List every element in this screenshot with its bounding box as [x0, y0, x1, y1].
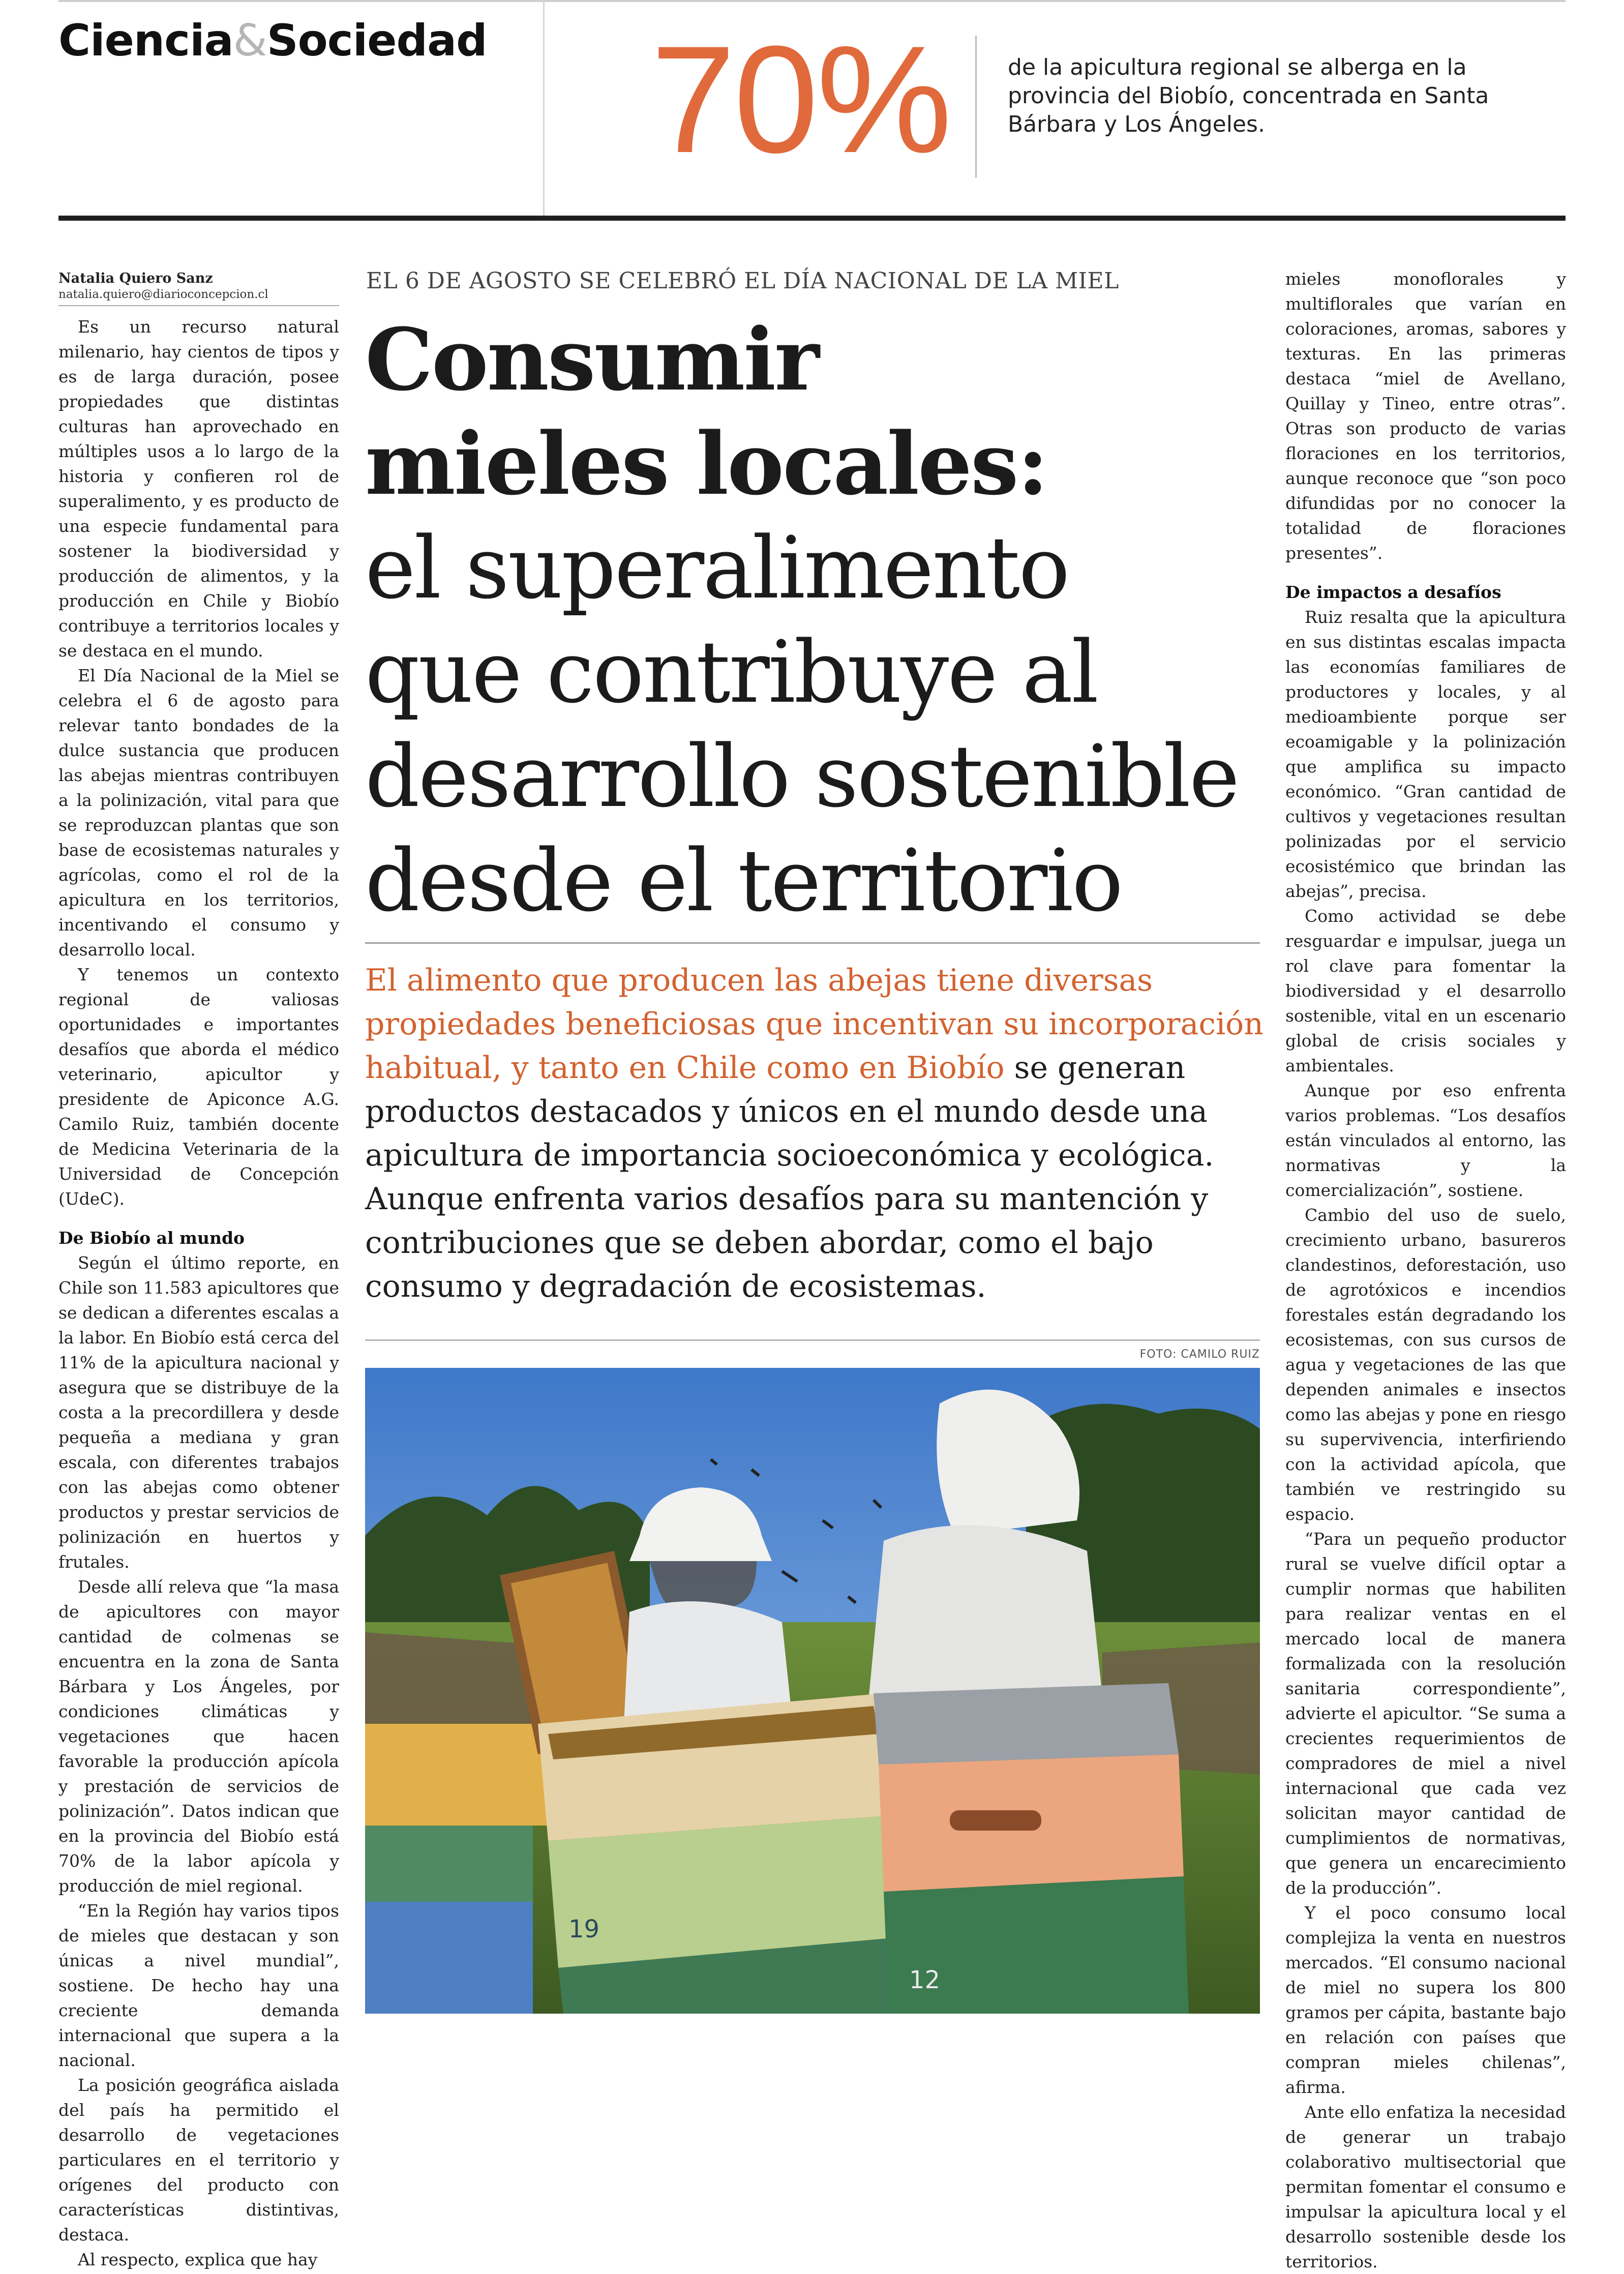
kicker: EL 6 DE AGOSTO SE CELEBRÓ EL DÍA NACIONAL DE LA MIEL	[366, 268, 1119, 294]
lede-rest: se generan productos destacados y únicos en el mundo desde una apicultura de importancia socioeconómica y ecológica. Aunque enfrenta varios desafíos para su mantención y contribuciones que se deben abordar, como el bajo consumo y degradación de ecosistemas.	[365, 1050, 1214, 1304]
headline-line: Consumir	[365, 309, 818, 410]
paragraph: Como actividad se debe resguardar e impulsar, juega un rol clave para fomentar la biodiversidad y el desarrollo sostenible, vital en un escenario global de crisis sociales y ambientales.	[1285, 906, 1566, 1075]
subheading: De impactos a desafíos	[1285, 582, 1501, 602]
lede	[365, 959, 1265, 1308]
stat-value: 70%	[651, 14, 950, 185]
paragraph: Y el poco consumo local complejiza la venta en nuestros mercados. “El consumo nacional de miel no supera los 800 gramos per cápita, bastante bajo en relación con países que compran mieles chilenas”, afirma.	[1285, 1903, 1566, 2097]
paragraph: Cambio del uso de suelo, crecimiento urbano, basureros clandestinos, deforestación, uso de agrotóxicos e incendios forestales están degradando los ecosistemas, con sus cursos de agua y vegetaciones de las que dependen animales e insectos como las abejas y pone en riesgo su supervivencia, interfiriendo con la actividad apícola, que también ve restringido su espacio.	[1285, 1205, 1566, 1524]
paragraph: Ruiz resalta que la apicultura en sus distintas escalas impacta las economías familiares de productores y locales, y al medioambiente porque ser ecoamigable y la polinización que amplifica su impacto económico. “Gran cantidad de cultivos y vegetaciones resultan polinizadas por el servicio ecosistémico que brindan las abejas”, precisa.	[1285, 607, 1566, 901]
hive-box	[365, 1724, 548, 1826]
paragraph: Y tenemos un contexto regional de valiosas oportunidades e importantes desafíos que aborda el médico veterinario, apicultor y presidente de Apiconce A.G. Camilo Ruiz, también docente de Medicina Veterinaria de la Universidad de Concepción (UdeC).	[58, 965, 339, 1209]
hive-box	[365, 1902, 533, 2014]
veil	[650, 1561, 757, 1607]
photo-rule	[365, 1339, 1260, 1341]
headline-line: mieles locales:	[365, 413, 1047, 514]
stat-text: de la apicultura regional se alberga en la provincia del Biobío, concentrada en Santa Bárbara y Los Ángeles.	[1008, 54, 1489, 137]
header-divider	[543, 0, 545, 219]
headline-line: el superalimento	[365, 518, 1069, 618]
paragraph: Es un recurso natural milenario, hay cientos de tipos y es de larga duración, posee propiedades que distintas culturas han aprovechado en múltiples usos a lo largo de la historia y confieren rol de superalimento, y es producto de una especie fundamental para sostener la biodiversidad y producción de alimentos, y la producción en Chile y Biobío contribuye a territorios locales y se destaca en el mundo.	[58, 317, 339, 661]
byline-rule	[58, 305, 339, 306]
subheading: De Biobío al mundo	[58, 1228, 245, 1248]
paragraph: Ante ello enfatiza la necesidad de generar un trabajo colaborativo multisectorial que permitan fomentar el consumo e impulsar la apicultura local y el desarrollo sostenible desde los territorios.	[1285, 2102, 1566, 2271]
byline-email: natalia.quiero@diarioconcepcion.cl	[58, 288, 268, 301]
paragraph: Según el último reporte, en Chile son 11.583 apicultores que se dedican a diferentes escalas a la labor. En Biobío está cerca del 11% de la apicultura nacional y asegura que se distribuye de la costa a la precordillera y desde pequeña a mediana y gran escala, con diferentes trabajos con las abejas como obtener productos y prestar servicios de polinización en huertos y frutales.	[58, 1253, 339, 1572]
hive-box	[365, 1826, 533, 1902]
byline-name: Natalia Quiero Sanz	[58, 271, 213, 286]
paragraph: “Para un pequeño productor rural se vuelve difícil optar a cumplir normas que habiliten para realizar ventas en el mercado local de manera formalizada con la resolución sanitaria correspondiente”, advierte el apicultor. “Se suma a crecientes requerimientos de compradores de miel a nivel internacional que cada vez solicitan mayor cantidad de cumplimientos de normativas, que genera un encarecimiento de la producción”.	[1285, 1529, 1566, 1898]
paragraph: Desde allí releva que “la masa de apicultores con mayor cantidad de colmenas se encuentra en la zona de Santa Bárbara y Los Ángeles, por condiciones climáticas y vegetaciones que hacen favorable la producción apícola y prestación de servicios de polinización”. Datos indican que en la provincia del Biobío está 70% de la labor apícola y producción de miel regional.	[58, 1577, 339, 1896]
headline	[365, 308, 1265, 933]
paragraph: Aunque por eso enfrenta varios problemas. “Los desafíos están vinculados al entorno, las normativas y la comercialización”, sostiene.	[1285, 1081, 1566, 1200]
stat-divider	[975, 36, 977, 178]
hive-number: 19	[568, 1915, 600, 1943]
lede-accent: El alimento que producen las abejas tiene diversas propiedades beneficiosas que incentivan su incorporación habitual, y tanto en Chile como en Biobío	[365, 963, 1264, 1086]
paragraph: La posición geográfica aislada del país ha permitido el desarrollo de vegetaciones particulares en el territorio y orígenes del producto con características distintivas, destaca.	[58, 2075, 339, 2245]
left-column	[58, 314, 339, 2272]
paragraph: El Día Nacional de la Miel se celebra el 6 de agosto para relevar tanto bondades de la dulce sustancia que producen las abejas mientras contribuyen a la polinización, vital para que se reproduzcan plantas que son base de ecosistemas naturales y agrícolas, como el rol de la apicultura en los territorios, incentivando el consumo y desarrollo local.	[58, 666, 339, 960]
header-rule	[58, 216, 1566, 221]
hive-handle	[950, 1810, 1041, 1831]
paragraph: Al respecto, explica que hay	[78, 2250, 318, 2269]
headline-rule	[365, 942, 1260, 944]
top-rule	[58, 0, 1566, 2]
right-column	[1285, 266, 1566, 2274]
section-title: Ciencia&Sociedad	[58, 15, 487, 66]
hive-number: 12	[909, 1966, 941, 1994]
paragraph: mieles monoflorales y multiflorales que varían en coloraciones, aromas, sabores y texturas. En las primeras destaca “miel de Avellano, Quillay y Tineo, entre otras”. Otras son producto de varias floraciones en los territorios, aunque reconoce que “son poco difundidas por no conocer la totalidad de floraciones presentes”.	[1285, 269, 1566, 563]
paragraph: “En la Región hay varios tipos de mieles que destacan y son únicas a nivel mundial”, sostiene. De hecho hay una creciente demanda internacional que supera a la nacional.	[58, 1901, 339, 2070]
headline-line: que contribuye al	[365, 622, 1097, 722]
headline-line: desde el territorio	[365, 831, 1122, 931]
photo-credit: FOTO: CAMILO RUIZ	[1139, 1348, 1260, 1361]
beekeepers-photo	[365, 1368, 1260, 2014]
headline-line: desarrollo sostenible	[365, 727, 1239, 826]
hive-lid	[874, 1683, 1179, 1764]
